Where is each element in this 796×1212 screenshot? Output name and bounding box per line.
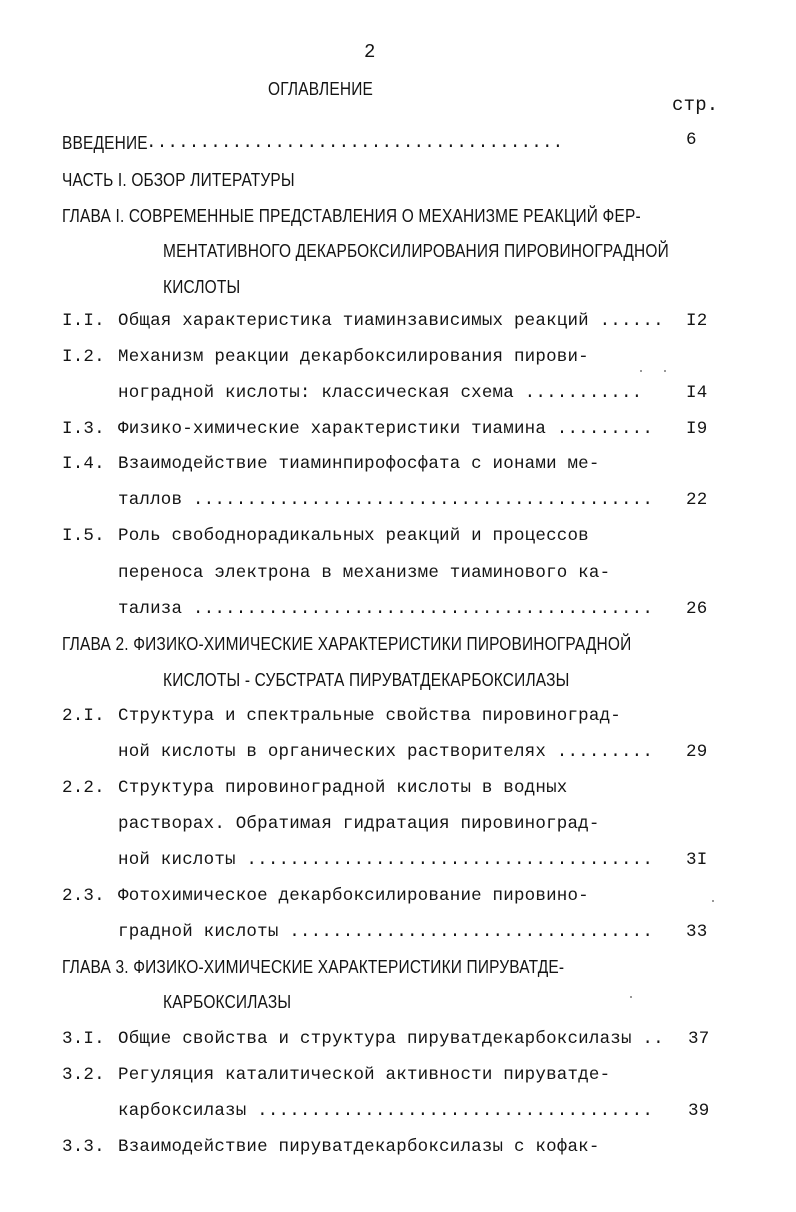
chapter-title-line: ГЛАВА 2. ФИЗИКО-ХИМИЧЕСКИЕ ХАРАКТЕРИСТИКИ ПИРОВИНОГРАДНОЙ <box>62 634 632 654</box>
section-title: Механизм реакции декарбоксилирования пирови- <box>118 347 589 367</box>
section-title: Физико-химические характеристики тиамина ......... <box>118 419 654 439</box>
section-title: таллов ........................................... <box>118 490 654 510</box>
section-title: Роль свободнорадикальных реакций и процессов <box>118 526 589 546</box>
section-title: Фотохимическое декарбоксилирование пировино- <box>118 886 589 906</box>
section-number: I.5. <box>62 526 105 546</box>
section-number: I.2. <box>62 347 105 367</box>
section-number: 2.I. <box>62 706 105 726</box>
section-title: Структура и спектральные свойства пировиноград- <box>118 706 621 726</box>
section-title: переноса электрона в механизме тиаминового ка- <box>118 563 611 583</box>
scan-speck <box>664 370 666 372</box>
section-title: ной кислоты в органических растворителях ......... <box>118 742 654 762</box>
toc-page-number: I2 <box>686 311 708 331</box>
section-number: 3.3. <box>62 1137 105 1157</box>
page-number: 2 <box>364 41 376 63</box>
section-title: Взаимодействие тиаминпирофосфата с ионами ме- <box>118 454 600 474</box>
section-number: 3.I. <box>62 1029 105 1049</box>
toc-page-number: 6 <box>686 130 697 150</box>
toc-page-number: 33 <box>686 922 708 942</box>
section-number: 3.2. <box>62 1065 105 1085</box>
section-title: градной кислоты .................................. <box>118 922 654 942</box>
section-title: Взаимодействие пируватдекарбоксилазы с кофак- <box>118 1137 600 1157</box>
toc-leader-dots: ....................................... <box>146 133 564 153</box>
chapter-title-line: МЕНТАТИВНОГО ДЕКАРБОКСИЛИРОВАНИЯ ПИРОВИНОГРАДНОЙ <box>163 241 669 261</box>
chapter-title-line: ГЛАВА 3. ФИЗИКО-ХИМИЧЕСКИЕ ХАРАКТЕРИСТИКИ ПИРУВАТДЕ- <box>62 957 565 977</box>
section-number: 2.3. <box>62 886 105 906</box>
section-title: Структура пировиноградной кислоты в водных <box>118 778 568 798</box>
toc-page-number: 3I <box>686 850 708 870</box>
section-title: Регуляция каталитической активности пируватде- <box>118 1065 611 1085</box>
toc-page-number: 26 <box>686 599 708 619</box>
section-title: ноградной кислоты: классическая схема ........... <box>118 383 643 403</box>
section-number: 2.2. <box>62 778 105 798</box>
document-title: ОГЛАВЛЕНИЕ <box>268 79 374 99</box>
section-number: I.4. <box>62 454 105 474</box>
chapter-title-line: КИСЛОТЫ - СУБСТРАТА ПИРУВАТДЕКАРБОКСИЛАЗЫ <box>163 670 570 690</box>
toc-entry-label: ВВЕДЕНИЕ <box>62 133 148 153</box>
toc-page-number: 22 <box>686 490 708 510</box>
chapter-title-line: ГЛАВА I. СОВРЕМЕННЫЕ ПРЕДСТАВЛЕНИЯ О МЕХАНИЗМЕ РЕАКЦИЙ ФЕР- <box>62 206 641 226</box>
part-heading: ЧАСТЬ I. ОБЗОР ЛИТЕРАТУРЫ <box>62 170 295 190</box>
section-title: Общие свойства и структура пируватдекарбоксилазы .. <box>118 1029 664 1049</box>
chapter-title-line: КАРБОКСИЛАЗЫ <box>163 992 292 1012</box>
toc-page-number: 29 <box>686 742 708 762</box>
section-title: тализа ........................................... <box>118 599 654 619</box>
toc-page-number: I9 <box>686 419 708 439</box>
section-title: Общая характеристика тиаминзависимых реакций ...... <box>118 311 664 331</box>
section-title: растворах. Обратимая гидратация пировиноград- <box>118 814 600 834</box>
section-number: I.I. <box>62 311 105 331</box>
scan-speck <box>640 370 642 372</box>
page-column-label: стр. <box>672 94 719 116</box>
section-number: I.3. <box>62 419 105 439</box>
chapter-title-line: КИСЛОТЫ <box>163 277 241 297</box>
scan-speck <box>712 900 714 902</box>
toc-page-number: I4 <box>686 383 708 403</box>
section-title: карбоксилазы ..................................... <box>118 1101 654 1121</box>
scan-speck <box>630 996 632 998</box>
section-title: ной кислоты ...................................... <box>118 850 654 870</box>
toc-page-number: 37 <box>688 1029 710 1049</box>
toc-page-number: 39 <box>688 1101 710 1121</box>
